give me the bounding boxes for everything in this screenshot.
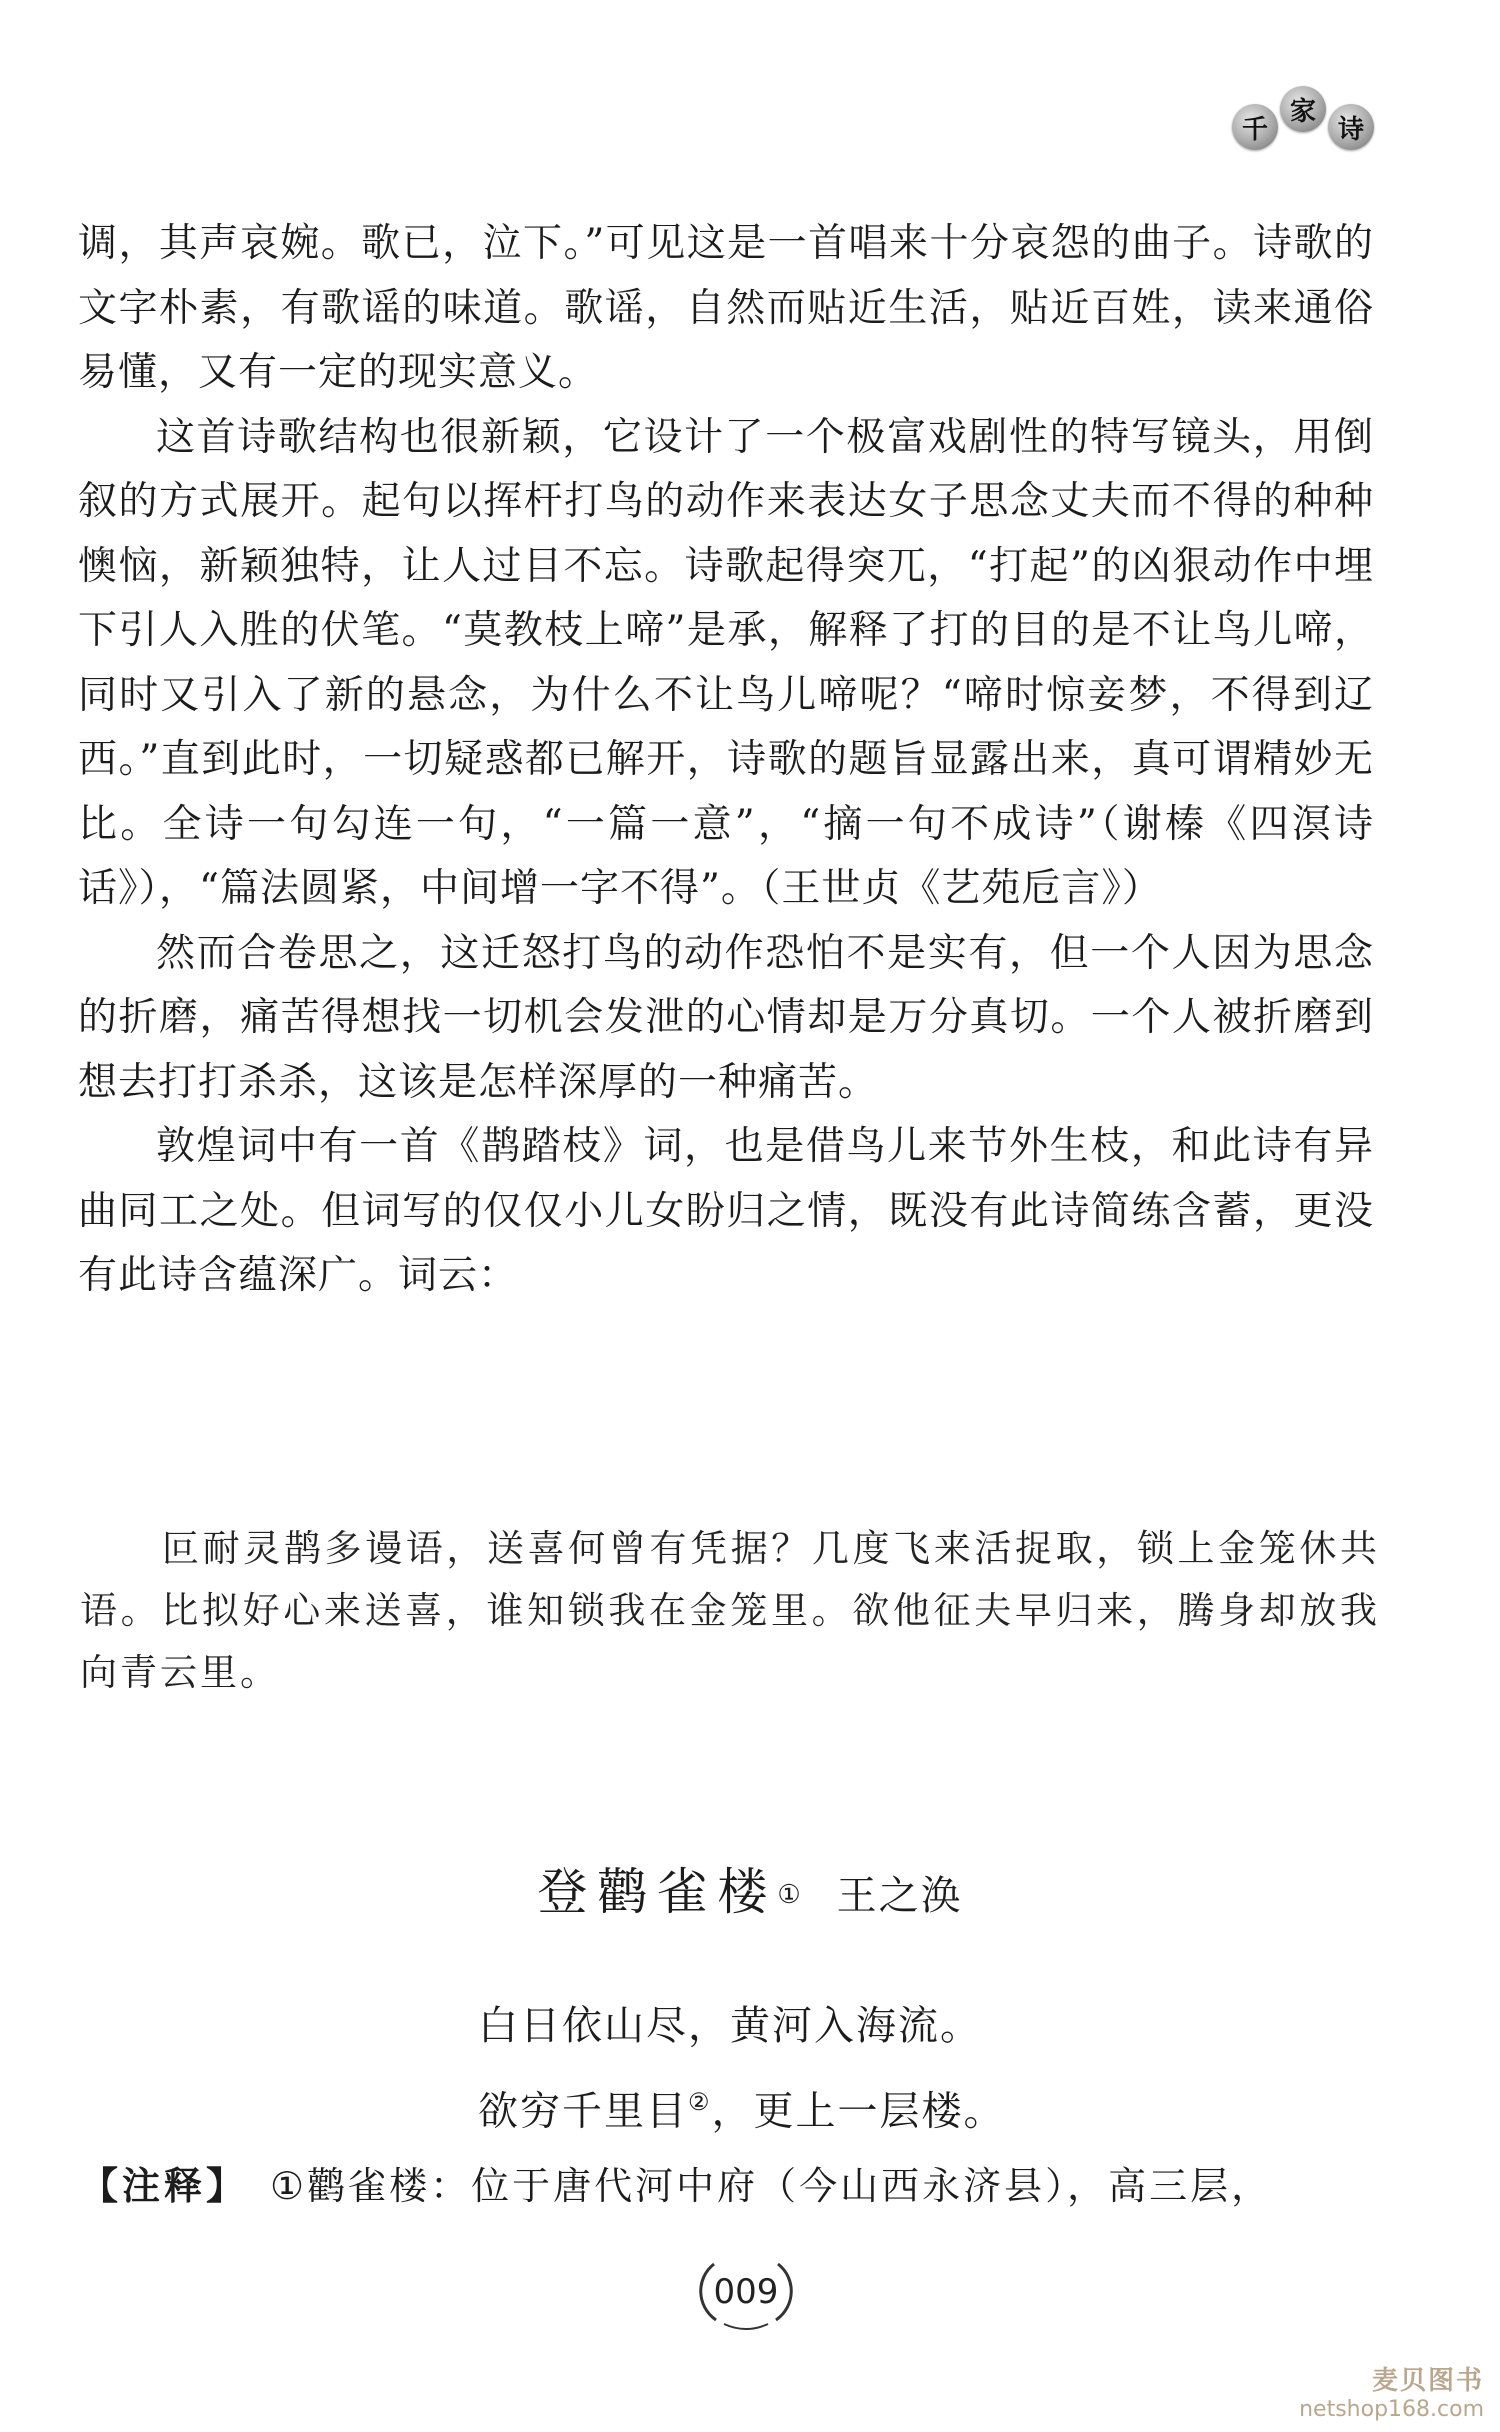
watermark-brand: 麦贝图书: [1371, 2366, 1484, 2396]
quoted-ci-poem: 叵耐灵鹊多谩语，送喜何曾有凭据？几度飞来活捉取，锁上金笼休共语。比拟好心来送喜，谁知锁我在金笼里。欲他征夫早归来，腾身却放我向青云里。: [80, 1527, 1380, 1694]
commentary-text: [78, 212, 1374, 1309]
poem-heading: [0, 1852, 1500, 1924]
seal-char-qian: 千: [1232, 104, 1278, 150]
page-number: [684, 2244, 808, 2340]
paragraph-2: 这首诗歌结构也很新颖，它设计了一个极富戏剧性的特写镜头，用倒叙的方式展开。起句以挥杆打鸟的动作来表达女子思念丈夫而不得的种种懊恼，新颖独特，让人过目不忘。诗歌起得突兀，“打起”的凶狠动作中埋下引人入胜的伏笔。“莫教枝上啼”是承，解释了打的目的是不让鸟儿啼，同时又引入了新的悬念，为什么不让鸟儿啼呢？“啼时惊妾梦，不得到辽西。”直到此时，一切疑惑都已解开，诗歌的题旨显露出来，真可谓精妙无比。全诗一句勾连一句，“一篇一意”，“摘一句不成诗”（谢榛《四溟诗话》），“篇法圆紧，中间增一字不得”。（王世贞《艺苑卮言》）: [78, 414, 1374, 911]
poem-line-2-note-marker: ②: [688, 2088, 712, 2116]
page-number-text: 009: [713, 2272, 779, 2312]
seal-char-shi: 诗: [1328, 104, 1374, 150]
series-title-seals: [1232, 86, 1382, 156]
paragraph-3: 然而合卷思之，这迁怒打鸟的动作恐怕不是实有，但一个人因为思念的折磨，痛苦得想找一切机会发泄的心情却是万分真切。一个人被折磨到想去打打杀杀，这该是怎样深厚的一种痛苦。: [78, 930, 1374, 1105]
annotation-item-1: ①鹳雀楼：位于唐代河中府（今山西永济县），高三层，: [270, 2164, 1273, 2208]
poem-title-note-marker: ①: [777, 1879, 801, 1910]
paragraph-1: 调，其声哀婉。歌已，泣下。”可见这是一首唱来十分哀怨的曲子。诗歌的文字朴素，有歌谣的味道。歌谣，自然而贴近生活，贴近百姓，读来通俗易懂，又有一定的现实意义。: [78, 221, 1374, 395]
poem-line-2: [478, 2072, 1006, 2141]
seal-char-jia: 家: [1280, 86, 1326, 132]
poem-title: 登鹳雀楼: [537, 1863, 778, 1921]
poem-line-1: 白日依山尽，黄河入海流。: [478, 2003, 982, 2049]
annotations: [80, 2156, 1400, 2216]
watermark-url: netshop168.com: [1299, 2397, 1484, 2422]
poem-line-2-part-a: 欲穷千里目: [478, 2088, 688, 2135]
watermark: [1299, 2360, 1484, 2422]
paragraph-4: 敦煌词中有一首《鹊踏枝》词，也是借鸟儿来节外生枝，和此诗有异曲同工之处。但词写的仅仅小儿女盼归之情，既没有此诗简练含蓄，更没有此诗含蕴深广。词云：: [78, 1124, 1374, 1298]
poem-author: 王之涣: [836, 1873, 963, 1919]
poem-line-2-part-b: ，更上一层楼。: [711, 2088, 1006, 2135]
annotation-label: 【注释】: [80, 2164, 249, 2208]
